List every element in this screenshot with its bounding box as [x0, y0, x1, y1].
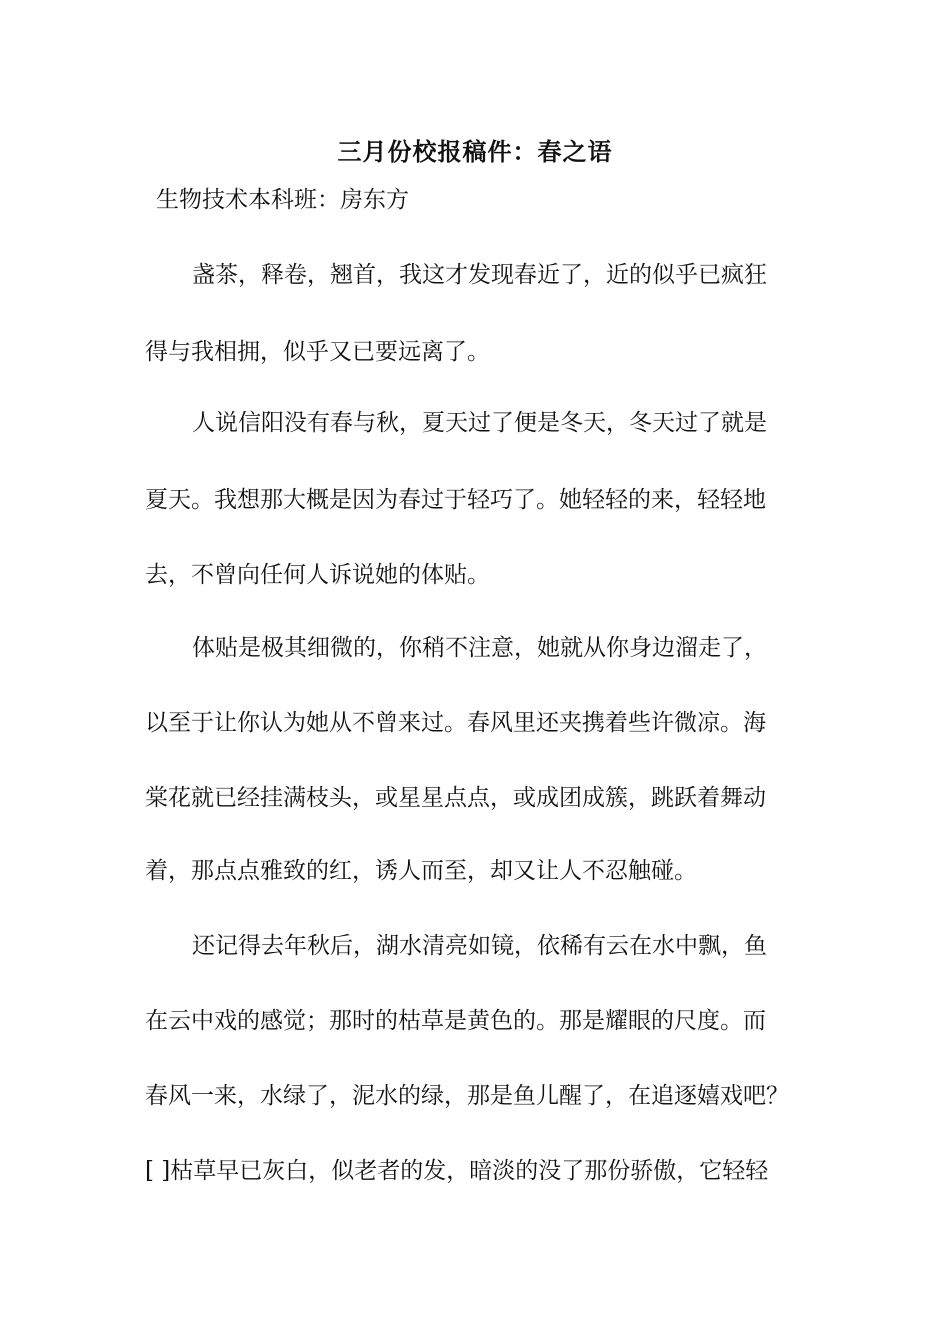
- paragraph-4-line-2: 在云中戏的感觉；那时的枯草是黄色的。那是耀眼的尺度。而: [145, 1008, 766, 1034]
- paragraph-4-line-3: 春风一来，水绿了，泥水的绿，那是鱼儿醒了，在追逐嬉戏吧？: [145, 1083, 789, 1109]
- author-line: 生物技术本科班：房东方: [156, 187, 409, 213]
- paragraph-2-line-3: 去，不曾向任何人诉说她的体贴。: [145, 562, 490, 588]
- paragraph-3-line-3: 棠花就已经挂满枝头，或星星点点，或成团成簇，跳跃着舞动: [145, 785, 766, 811]
- paragraph-3-line-2: 以至于让你认为她从不曾来过。春风里还夹携着些许微凉。海: [145, 710, 766, 736]
- paragraph-4-line-4: [ ]枯草早已灰白，似老者的发，暗淡的没了那份骄傲，它轻轻: [145, 1158, 769, 1184]
- paragraph-3-line-1: 体贴是极其细微的，你稍不注意，她就从你身边溜走了，: [192, 635, 767, 661]
- paragraph-1-line-1: 盏茶，释卷，翘首，我这才发现春近了，近的似乎已疯狂: [192, 262, 767, 288]
- document-title: 三月份校报稿件：春之语: [337, 137, 613, 166]
- paragraph-4-line-1: 还记得去年秋后，湖水清亮如镜，依稀有云在水中飘，鱼: [192, 933, 767, 959]
- paragraph-2-line-1: 人说信阳没有春与秋，夏天过了便是冬天，冬天过了就是: [192, 410, 767, 436]
- paragraph-2-line-2: 夏天。我想那大概是因为春过于轻巧了。她轻轻的来，轻轻地: [145, 487, 766, 513]
- paragraph-3-line-4: 着，那点点雅致的红，诱人而至，却又让人不忍触碰。: [145, 858, 697, 884]
- paragraph-1-line-2: 得与我相拥，似乎又已要远离了。: [145, 339, 490, 365]
